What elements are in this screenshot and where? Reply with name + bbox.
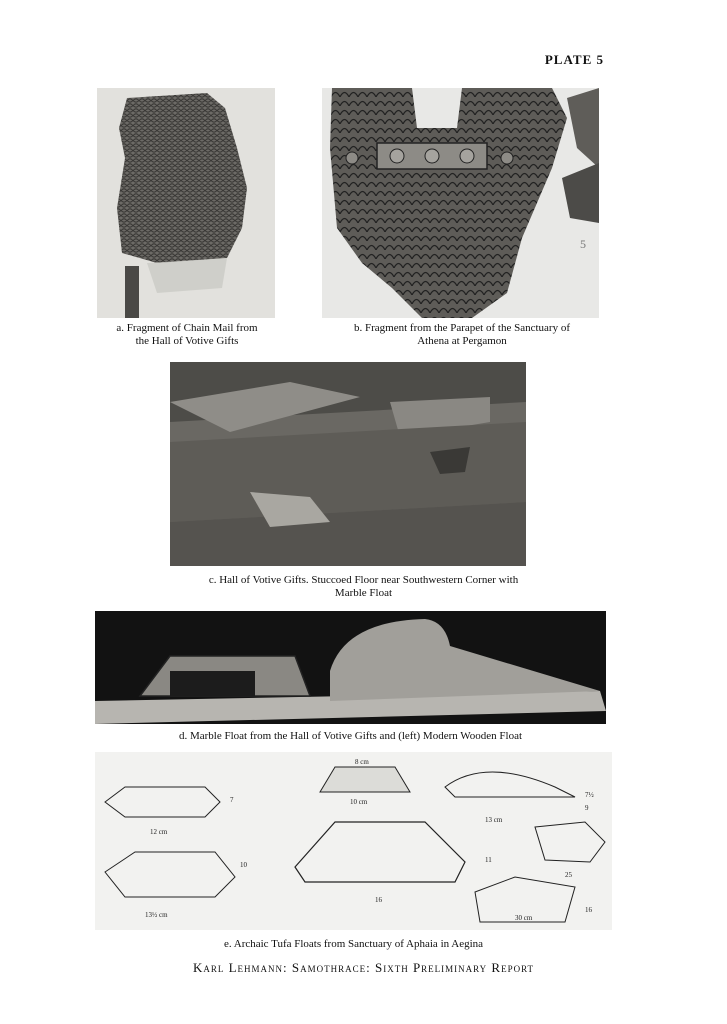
figure-e-caption: e. Archaic Tufa Floats from Sanctuary of Aphaia in Aegina (223, 938, 484, 950)
figure-d-floats-photo (95, 611, 606, 724)
figure-d-caption: d. Marble Float from the Hall of Votive Gifts and (left) Modern Wooden Float (178, 730, 523, 742)
drawing-float-8cm (320, 767, 410, 792)
svg-text:12 cm: 12 cm (150, 828, 168, 836)
svg-text:16: 16 (585, 906, 592, 914)
drawing-float-10 (105, 852, 235, 897)
svg-text:9: 9 (585, 804, 589, 812)
svg-text:7: 7 (230, 796, 234, 804)
svg-text:25: 25 (565, 871, 572, 879)
svg-text:10 cm: 10 cm (350, 798, 368, 806)
plate-number: PLATE 5 (544, 52, 604, 67)
svg-text:16: 16 (375, 896, 382, 904)
svg-text:10: 10 (240, 861, 247, 869)
figure-a-chain-mail-photo (97, 88, 275, 318)
parapet-relief (330, 88, 567, 318)
figure-b-plate-number: 5 (580, 237, 586, 251)
svg-text:11: 11 (485, 856, 492, 864)
drawing-float-7 (105, 787, 220, 817)
svg-text:7½: 7½ (585, 791, 594, 799)
mount-stand (125, 266, 139, 318)
figure-c-caption: c. Hall of Votive Gifts. Stuccoed Floor near Southwestern Corner with Marble Float (208, 574, 519, 599)
drawing-float-9 (445, 772, 575, 797)
svg-text:13½ cm: 13½ cm (145, 911, 168, 919)
running-footer: Karl Lehmann: Samothrace: Sixth Preliminary Report (192, 960, 535, 975)
figure-e-drawings (95, 752, 612, 930)
figure-c-floor-photo (170, 362, 526, 566)
chain-mail-fragment (117, 93, 247, 263)
figure-a-caption: a. Fragment of Chain Mail from the Hall of Votive Gifts (116, 322, 258, 347)
svg-text:13 cm: 13 cm (485, 816, 503, 824)
svg-text:30 cm: 30 cm (515, 914, 533, 922)
figure-b-parapet-photo (322, 88, 599, 318)
drawing-float-11 (295, 822, 465, 882)
svg-text:8 cm: 8 cm (355, 758, 369, 766)
figure-b-caption: b. Fragment from the Parapet of the Sanctuary of Athena at Pergamon (354, 322, 570, 347)
